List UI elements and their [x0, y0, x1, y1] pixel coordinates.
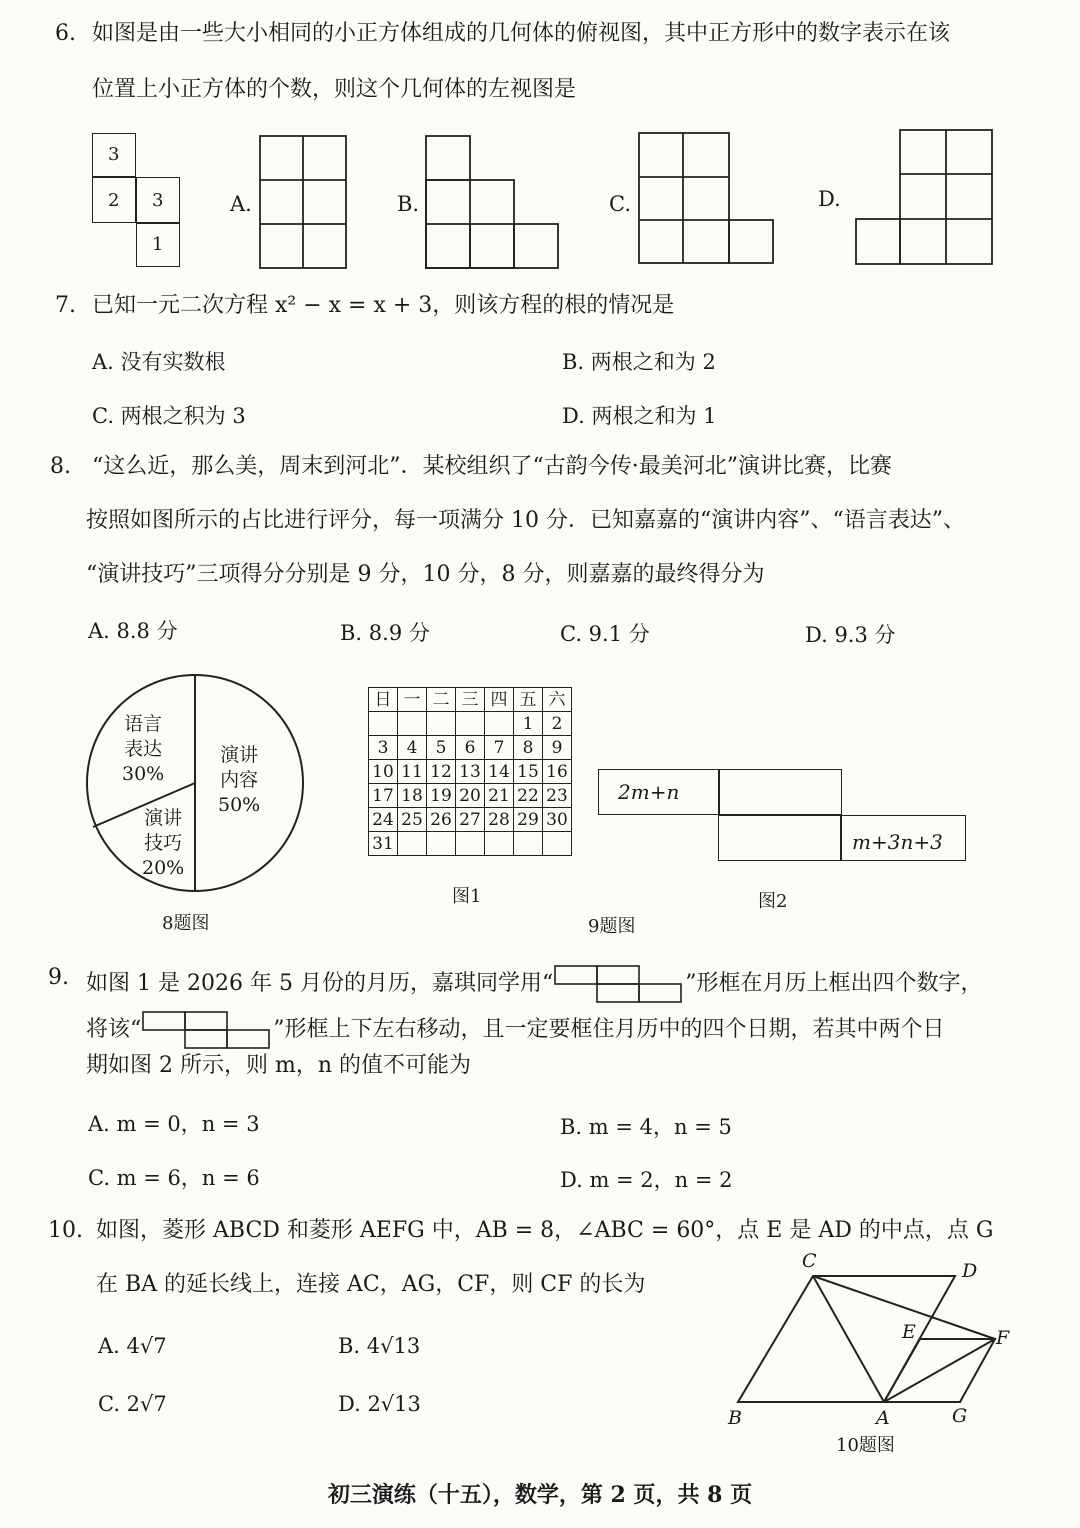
calendar-day: 29 — [514, 808, 543, 832]
point-b-label: B — [728, 1407, 742, 1429]
q10-stem-line1: 如图，菱形 ABCD 和菱形 AEFG 中，AB = 8，∠ABC = 60°，点 E 是 AD 的中点，点 G — [96, 1218, 994, 1243]
calendar-day: 25 — [398, 808, 427, 832]
point-e-label: E — [902, 1321, 916, 1343]
q10-figure-caption: 10题图 — [836, 1435, 895, 1456]
calendar-day — [427, 832, 456, 856]
q6-number: 6. — [55, 21, 76, 46]
calendar-day — [456, 712, 485, 736]
calendar-week-row — [369, 784, 572, 808]
calendar-week-row — [369, 832, 572, 856]
calendar-day — [427, 712, 456, 736]
fig2-expr-2m-n: 2m+n — [618, 780, 680, 804]
q10-number: 10. — [48, 1218, 83, 1243]
q6-stem-line1: 如图是由一些大小相同的小正方体组成的几何体的俯视图，其中正方形中的数字表示在该 — [92, 21, 951, 46]
q8-option-c[interactable]: C. 9.1 分 — [560, 622, 650, 646]
shape-frame-icon — [141, 1010, 273, 1050]
calendar-header — [369, 688, 572, 712]
calendar-weekday: 五 — [514, 688, 543, 712]
q6-option-a-label[interactable]: A. — [230, 192, 252, 216]
calendar-week-row — [369, 760, 572, 784]
calendar-weekday: 六 — [543, 688, 572, 712]
calendar-may-2026 — [368, 687, 572, 856]
point-c-label: C — [802, 1250, 817, 1272]
calendar-day: 21 — [485, 784, 514, 808]
q6-option-c-figure[interactable] — [637, 131, 775, 265]
calendar-day — [398, 832, 427, 856]
page-footer: 初三演练（十五），数学，第 2 页，共 8 页 — [327, 1482, 753, 1508]
q9-stem-line2: 将该“ ”形框上下左右移动，且一定要框住月历中的四个日期，若其中两个日 — [86, 1010, 945, 1050]
topview-num: 2 — [108, 190, 120, 211]
calendar-day — [514, 832, 543, 856]
calendar-day: 27 — [456, 808, 485, 832]
q8-stem-line1: “这么近，那么美，周末到河北”．某校组织了“古韵今传·最美河北”演讲比赛，比赛 — [92, 454, 892, 479]
calendar-day: 15 — [514, 760, 543, 784]
segment-ac — [813, 1276, 884, 1402]
q8-stem-line3: “演讲技巧”三项得分分别是 9 分，10 分，8 分，则嘉嘉的最终得分为 — [86, 562, 765, 587]
q10-option-d[interactable]: D. 2√13 — [338, 1392, 421, 1416]
calendar-day: 2 — [543, 712, 572, 736]
calendar-day: 31 — [369, 832, 398, 856]
q7-number: 7. — [55, 293, 76, 318]
calendar-week-row — [369, 712, 572, 736]
calendar-day — [398, 712, 427, 736]
calendar-day: 19 — [427, 784, 456, 808]
q9-stem-line3: 期如图 2 所示，则 m，n 的值不可能为 — [86, 1053, 472, 1078]
calendar-day: 23 — [543, 784, 572, 808]
calendar-day: 18 — [398, 784, 427, 808]
q9-option-d[interactable]: D. m = 2，n = 2 — [560, 1168, 733, 1192]
calendar-week-row — [369, 736, 572, 760]
q8-number: 8. — [50, 454, 71, 479]
q7-option-b[interactable]: B. 两根之和为 2 — [562, 350, 716, 374]
calendar-weekday: 二 — [427, 688, 456, 712]
calendar-day: 10 — [369, 760, 398, 784]
calendar-day: 8 — [514, 736, 543, 760]
rhombus-figure — [725, 1252, 1025, 1452]
point-d-label: D — [962, 1260, 978, 1282]
calendar-day: 12 — [427, 760, 456, 784]
calendar-day: 11 — [398, 760, 427, 784]
q7-option-c[interactable]: C. 两根之积为 3 — [92, 404, 246, 428]
calendar-weekday: 一 — [398, 688, 427, 712]
calendar-day: 17 — [369, 784, 398, 808]
calendar-week-row — [369, 808, 572, 832]
q10-stem-line2: 在 BA 的延长线上，连接 AC，AG，CF，则 CF 的长为 — [96, 1272, 646, 1297]
fig2-cell — [718, 815, 842, 861]
calendar-day: 6 — [456, 736, 485, 760]
q8-figure-caption: 8题图 — [162, 913, 210, 934]
topview-num: 3 — [152, 190, 164, 211]
calendar-day: 20 — [456, 784, 485, 808]
shape-frame-icon — [553, 964, 685, 1004]
calendar-day — [543, 832, 572, 856]
pie-label-skill: 演讲 技巧 20% — [142, 807, 185, 879]
fig2-cell — [718, 769, 842, 815]
q6-option-d-figure[interactable] — [854, 128, 994, 266]
q10-option-a[interactable]: A. 4√7 — [98, 1334, 167, 1358]
calendar-day: 7 — [485, 736, 514, 760]
q9-option-b[interactable]: B. m = 4，n = 5 — [560, 1115, 732, 1139]
q6-option-a-figure[interactable] — [258, 134, 350, 270]
calendar-day: 9 — [543, 736, 572, 760]
calendar-day: 1 — [514, 712, 543, 736]
calendar-day: 14 — [485, 760, 514, 784]
q10-option-b[interactable]: B. 4√13 — [338, 1334, 421, 1358]
calendar-day: 4 — [398, 736, 427, 760]
calendar-weekday: 日 — [369, 688, 398, 712]
pie-chart — [84, 670, 308, 896]
q9-option-a[interactable]: A. m = 0，n = 3 — [88, 1112, 260, 1136]
calendar-day: 3 — [369, 736, 398, 760]
q7-stem: 已知一元二次方程 x² − x = x + 3，则该方程的根的情况是 — [92, 293, 675, 318]
calendar-day — [369, 712, 398, 736]
calendar-day: 16 — [543, 760, 572, 784]
calendar-day: 24 — [369, 808, 398, 832]
calendar-day: 13 — [456, 760, 485, 784]
q8-option-a[interactable]: A. 8.8 分 — [88, 619, 178, 643]
fig2-expr-m-3n-3: m+3n+3 — [852, 830, 943, 854]
point-f-label: F — [996, 1327, 1010, 1349]
calendar-day: 28 — [485, 808, 514, 832]
q7-option-d[interactable]: D. 两根之和为 1 — [562, 404, 717, 428]
fig2-label: 图2 — [758, 891, 788, 912]
q6-option-b-figure[interactable] — [424, 134, 560, 270]
point-g-label: G — [952, 1405, 968, 1427]
q8-stem-line2: 按照如图所示的占比进行评分，每一项满分 10 分．已知嘉嘉的“演讲内容”、“语言表达”、 — [86, 508, 965, 533]
point-a-label: A — [876, 1407, 890, 1429]
calendar-weekday: 四 — [485, 688, 514, 712]
calendar-day: 22 — [514, 784, 543, 808]
pie-label-expression: 语言 表达 30% — [122, 713, 165, 785]
topview-num: 1 — [152, 234, 164, 255]
q8-option-d[interactable]: D. 9.3 分 — [805, 623, 896, 647]
calendar-day: 26 — [427, 808, 456, 832]
topview-num: 3 — [108, 144, 120, 165]
q9-figure-caption: 9题图 — [588, 916, 636, 937]
q8-option-b[interactable]: B. 8.9 分 — [340, 621, 430, 645]
calendar-day: 5 — [427, 736, 456, 760]
calendar-day — [485, 712, 514, 736]
q9-number: 9. — [48, 965, 69, 990]
q6-stem-line2: 位置上小正方体的个数，则这个几何体的左视图是 — [92, 77, 577, 102]
q9-option-c[interactable]: C. m = 6，n = 6 — [88, 1166, 260, 1190]
q7-option-a[interactable]: A. 没有实数根 — [92, 350, 226, 374]
calendar-day — [456, 832, 485, 856]
q10-option-c[interactable]: C. 2√7 — [98, 1392, 167, 1416]
pie-label-content: 演讲 内容 50% — [218, 744, 261, 816]
q6-option-c-label[interactable]: C. — [609, 192, 631, 216]
q6-option-d-label[interactable]: D. — [818, 187, 841, 211]
q6-option-b-label[interactable]: B. — [397, 192, 420, 216]
fig1-label: 图1 — [452, 886, 482, 907]
q9-stem-line1: 如图 1 是 2026 年 5 月份的月历，嘉琪同学用“ ”形框在月历上框出四个数字， — [86, 964, 982, 1004]
calendar-weekday: 三 — [456, 688, 485, 712]
calendar-day — [485, 832, 514, 856]
calendar-day: 30 — [543, 808, 572, 832]
